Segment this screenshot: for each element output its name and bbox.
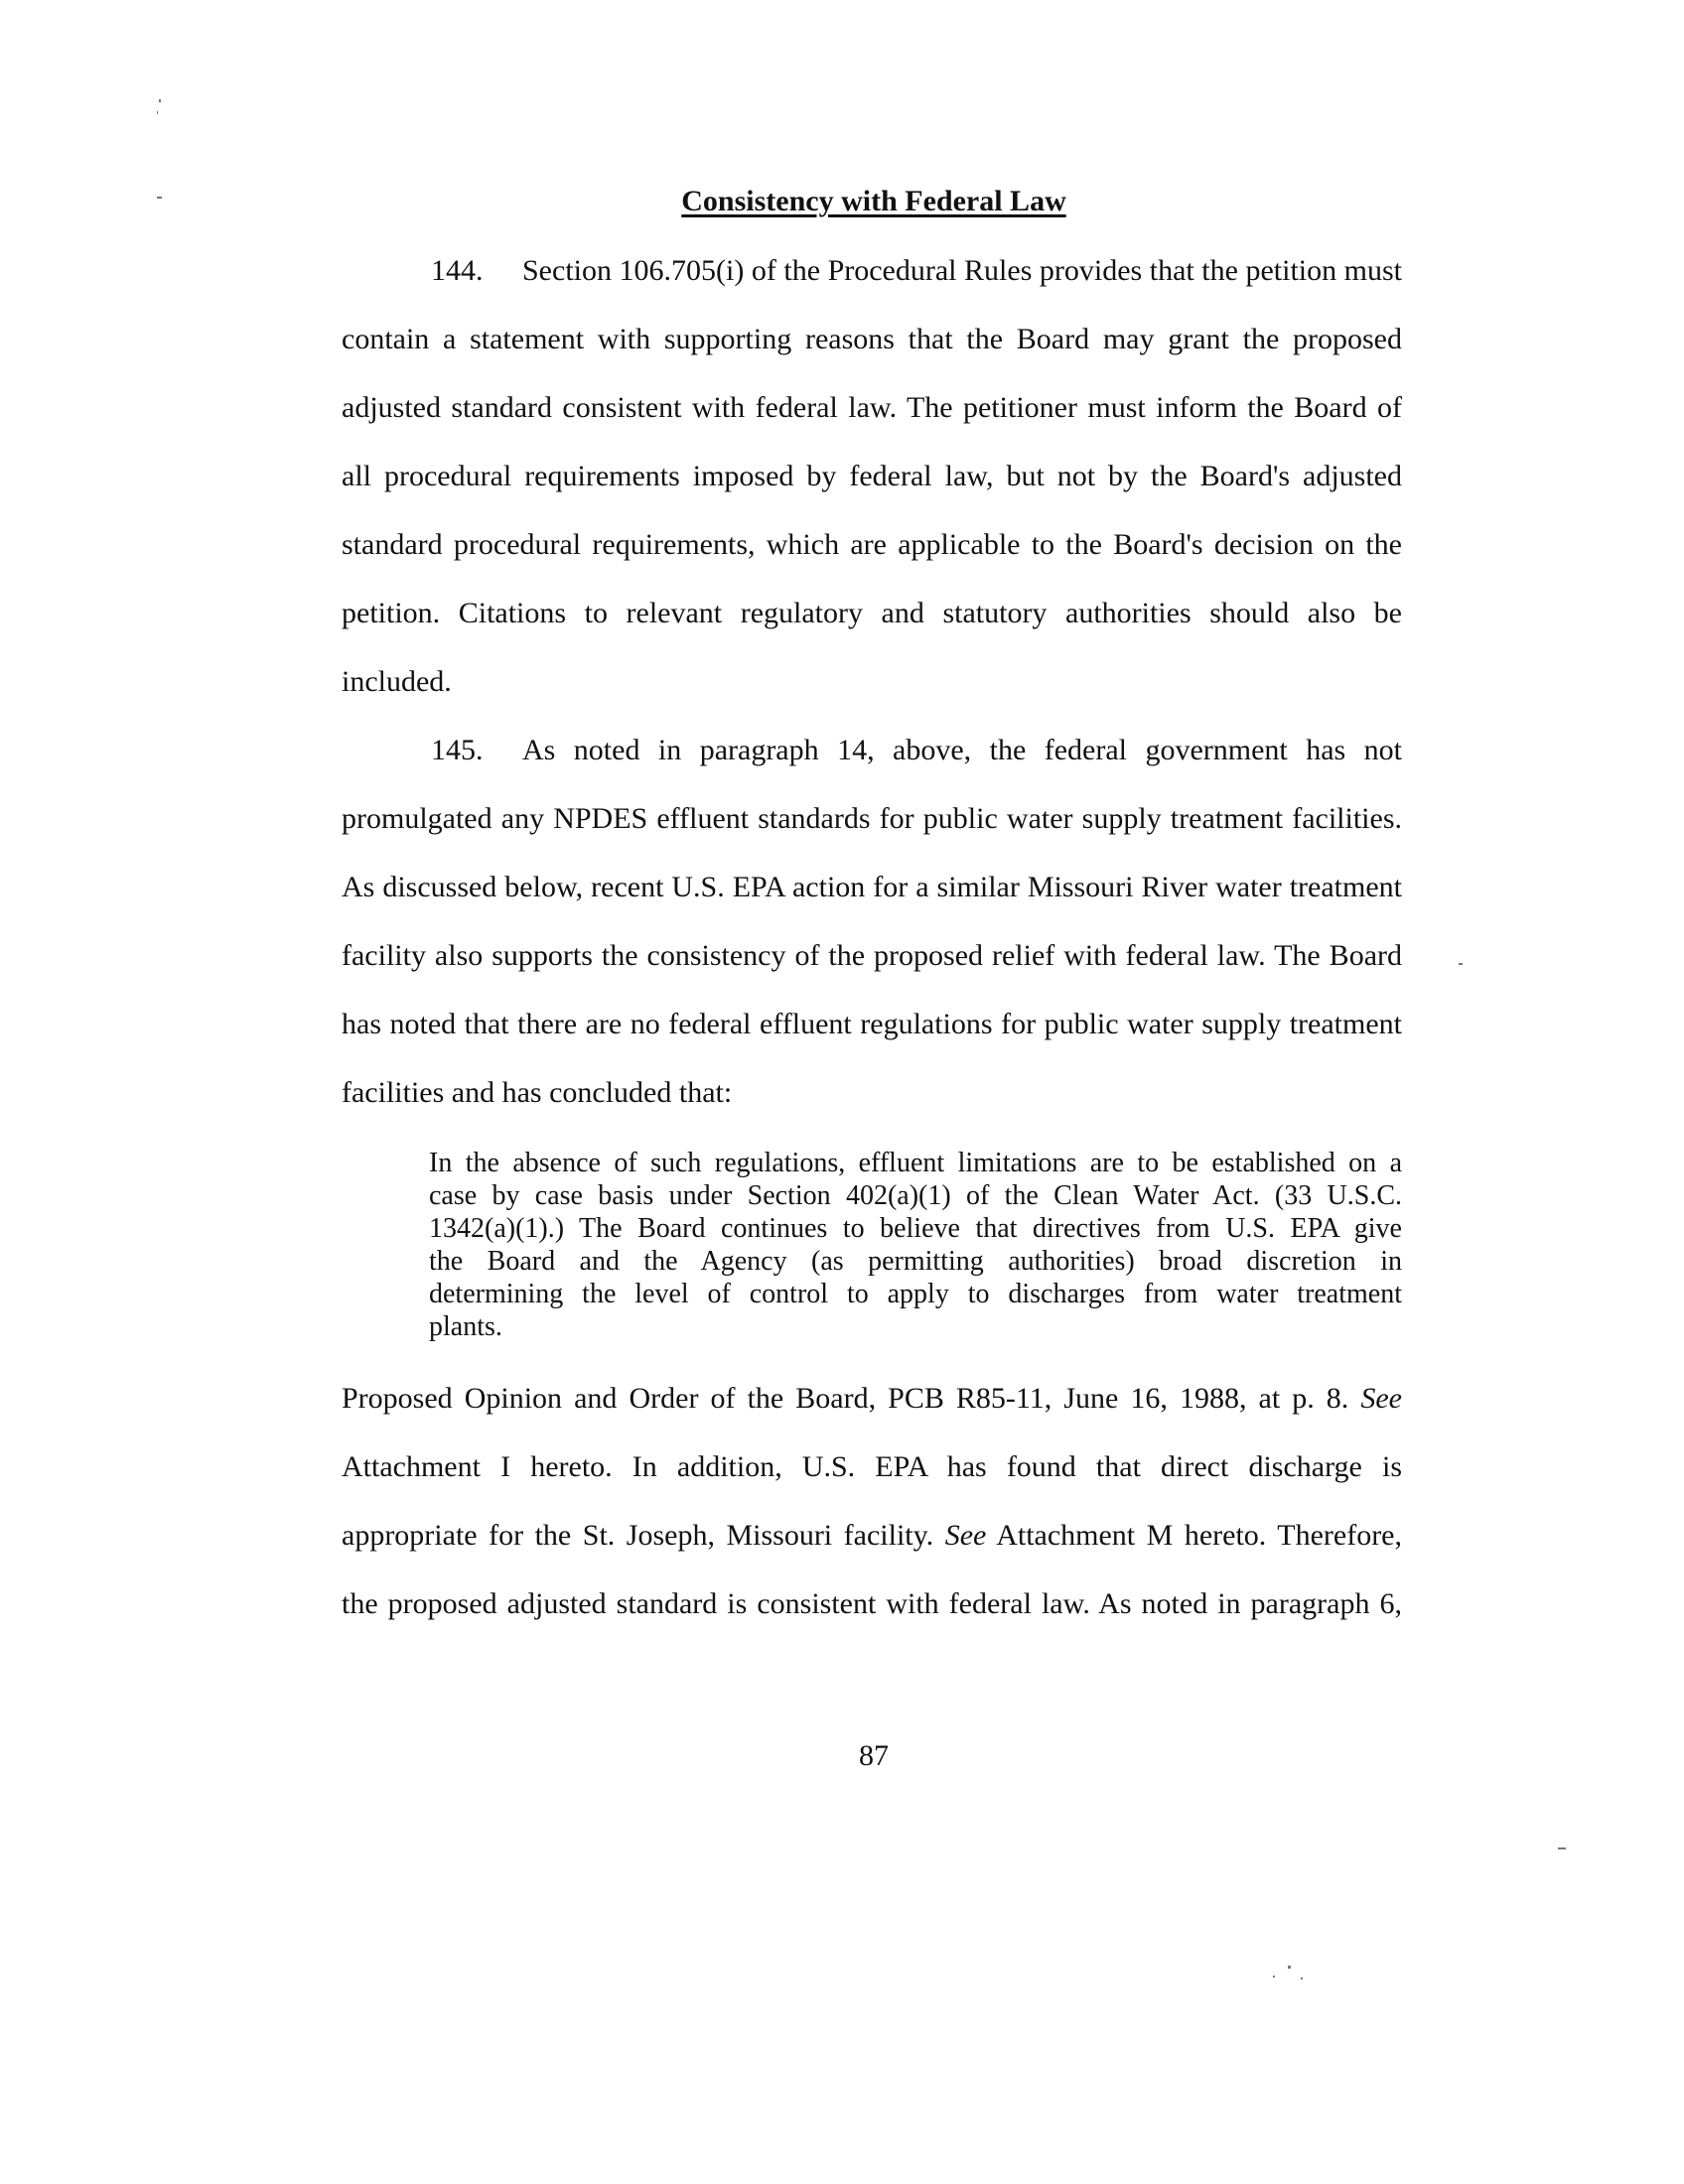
- section-heading: Consistency with Federal Law: [681, 185, 1066, 217]
- paragraph-text: Section 106.705(i) of the Procedural Rules provides that the petition must: [522, 254, 1402, 287]
- continuation-line: [342, 1518, 1402, 1554]
- continuation-text: Attachment M hereto. Therefore,: [996, 1519, 1402, 1552]
- paragraph-144-line: standard procedural requirements, which are applicable to the Board's decision on the: [342, 528, 1402, 561]
- paragraph-144-line: [431, 253, 1402, 289]
- see-signal: See: [944, 1519, 987, 1552]
- paragraph-145-line: facilities and has concluded that:: [342, 1076, 733, 1109]
- scan-speck: [157, 111, 158, 114]
- page-number: 87: [859, 1739, 889, 1772]
- paragraph-145-line: promulgated any NPDES effluent standards for public water supply treatment facilities.: [342, 802, 1402, 835]
- scan-speck: [1459, 963, 1463, 965]
- paragraph-144-line: included.: [342, 665, 452, 698]
- continuation-line: Attachment I hereto. In addition, U.S. EPA has found that direct discharge is: [342, 1450, 1402, 1483]
- block-quote-line: case by case basis under Section 402(a)(1) of the Clean Water Act. (33 U.S.C.: [429, 1180, 1402, 1211]
- paragraph-144-line: petition. Citations to relevant regulatory and statutory authorities should also be: [342, 597, 1402, 629]
- paragraph-number: 144.: [431, 254, 484, 287]
- block-quote-line: In the absence of such regulations, effluent limitations are to be established on a: [429, 1148, 1402, 1178]
- scan-speck: [1273, 1976, 1275, 1978]
- paragraph-text: As noted in paragraph 14, above, the federal government has not: [522, 734, 1402, 766]
- continuation-text: appropriate for the St. Joseph, Missouri facility.: [342, 1519, 934, 1552]
- scan-speck: [1301, 1978, 1303, 1979]
- block-quote-line: plants.: [429, 1311, 502, 1342]
- paragraph-145-line: As discussed below, recent U.S. EPA action for a similar Missouri River water treatment: [342, 871, 1402, 903]
- scan-speck: [1288, 1966, 1291, 1969]
- block-quote-line: the Board and the Agency (as permitting authorities) broad discretion in: [429, 1246, 1402, 1277]
- citation-text: Proposed Opinion and Order of the Board, PCB R85-11, June 16, 1988, at p. 8.: [342, 1382, 1349, 1415]
- continuation-line: [342, 1381, 1402, 1417]
- paragraph-145-line: facility also supports the consistency of the proposed relief with federal law. The Board: [342, 939, 1402, 972]
- block-quote-line: determining the level of control to apply to discharges from water treatment: [429, 1279, 1402, 1309]
- paragraph-145-line: [431, 733, 1402, 768]
- paragraph-144-line: contain a statement with supporting reasons that the Board may grant the proposed: [342, 323, 1402, 355]
- scan-speck: [159, 99, 161, 102]
- continuation-line: the proposed adjusted standard is consistent with federal law. As noted in paragraph 6,: [342, 1587, 1402, 1620]
- paragraph-145-line: has noted that there are no federal effluent regulations for public water supply treatment: [342, 1008, 1402, 1040]
- paragraph-number: 145.: [431, 734, 484, 766]
- scan-speck: [1558, 1847, 1566, 1849]
- see-signal: See: [1360, 1382, 1402, 1415]
- paragraph-144-line: all procedural requirements imposed by federal law, but not by the Board's adjusted: [342, 460, 1402, 492]
- block-quote-line: 1342(a)(1).) The Board continues to believe that directives from U.S. EPA give: [429, 1213, 1402, 1244]
- paragraph-144-line: adjusted standard consistent with federal law. The petitioner must inform the Board of: [342, 391, 1402, 424]
